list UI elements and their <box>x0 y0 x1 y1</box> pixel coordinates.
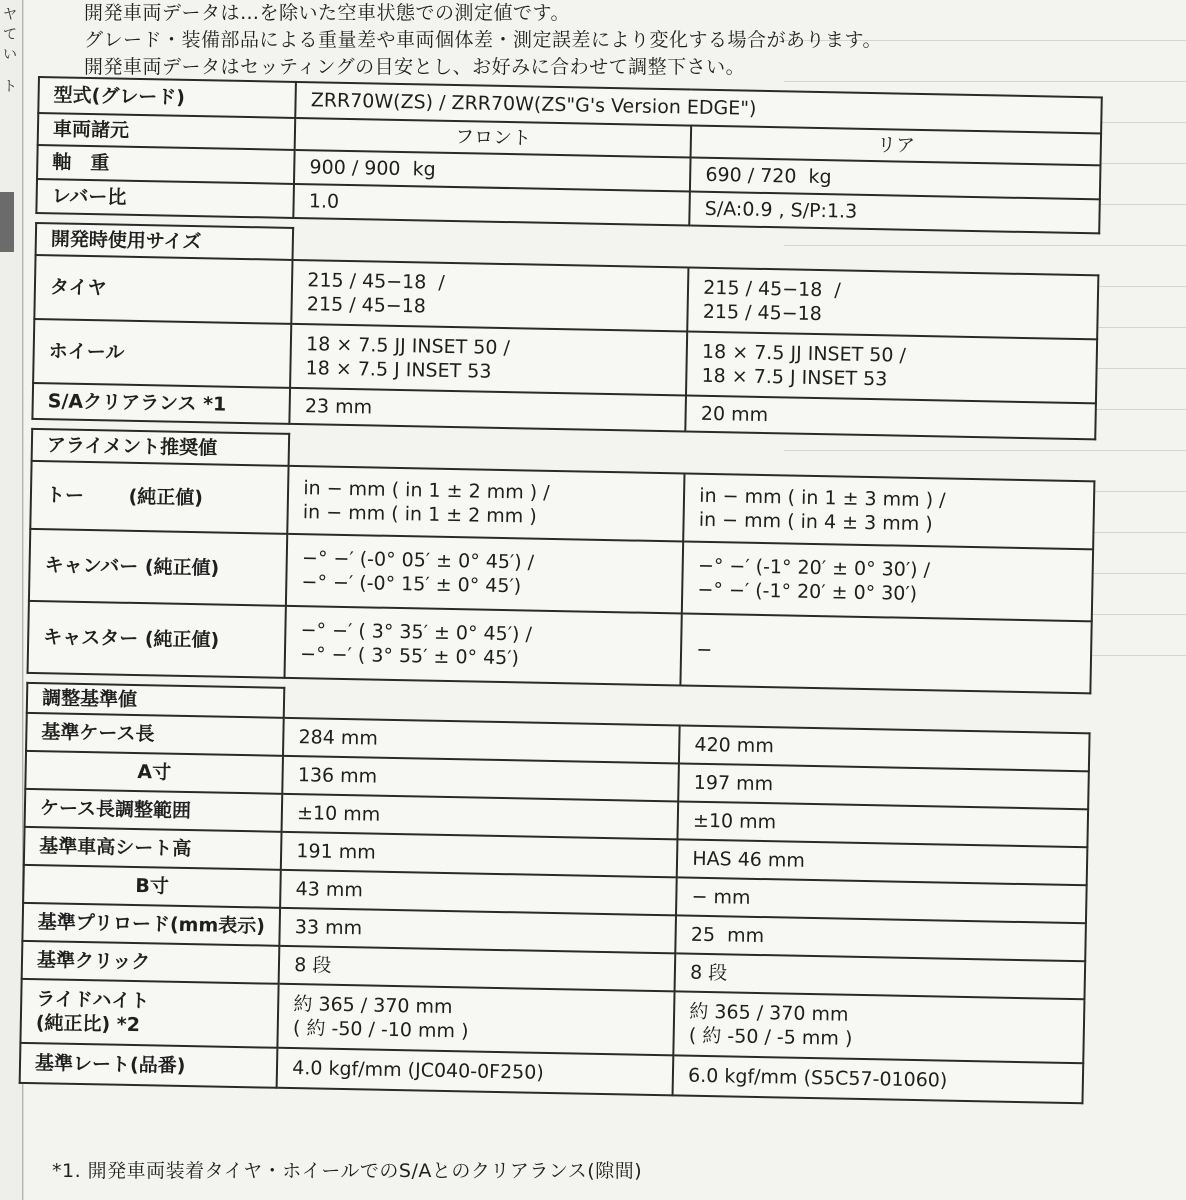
left-page-char: て <box>3 27 17 43</box>
axle-weight-label: 軸 重 <box>37 145 295 184</box>
footnote: *1. 開発車両装着タイヤ・ホイールでのS/Aとのクリアランス(隙間) <box>52 1160 643 1182</box>
left-page-char: い <box>3 47 17 63</box>
axle-weight-front: 900 / 900 kg <box>294 150 691 192</box>
adjust-row-front: 約 365 / 370 mm ( 約 -50 / -10 mm ) <box>278 984 675 1056</box>
rear-header: リア <box>691 126 1102 166</box>
adjust-row-label: A寸 <box>25 751 283 794</box>
front-header: フロント <box>295 118 692 158</box>
adjust-row-rear: 25 mm <box>675 915 1086 961</box>
caster-rear: − <box>681 613 1092 693</box>
wheel-label: ホイール <box>33 319 291 388</box>
adjust-row-rear: 約 365 / 370 mm ( 約 -50 / -5 mm ) <box>674 991 1085 1063</box>
model-value: ZRR70W(ZS) / ZRR70W(ZS"G's Version EDGE") <box>295 82 1102 133</box>
adjust-row-label: ケース長調整範囲 <box>25 789 283 832</box>
adjust-row-rear: − mm <box>676 877 1087 923</box>
tire-front: 215 / 45−18 / 215 / 45−18 <box>292 260 689 332</box>
adjust-row-rear: 8 段 <box>675 953 1086 999</box>
toe-front: in − mm ( in 1 ± 2 mm ) / in − mm ( in 1 ± 2 mm ) <box>287 466 684 542</box>
sa-clearance-front: 23 mm <box>290 388 687 432</box>
adjust-row-front: 191 mm <box>281 832 678 878</box>
model-label: 型式(グレード) <box>38 77 296 118</box>
adjust-row-label: 基準プリロード(mm表示) <box>22 903 280 946</box>
left-page-char: ヤ <box>3 7 17 23</box>
sa-clearance-label: S/Aクリアランス *1 <box>32 383 290 424</box>
adjust-row-label: 基準クリック <box>22 941 280 984</box>
camber-label: キャンバー (純正値) <box>29 529 288 606</box>
note-line: 開発車両データはセッティングの目安とし、お好みに合わせて調整下さい。 <box>84 56 746 78</box>
wheel-rear: 18 × 7.5 JJ INSET 50 / 18 × 7.5 J INSET 53 <box>686 332 1097 404</box>
adjust-row-label: ライドハイト (純正比) *2 <box>20 979 278 1048</box>
left-page-char: ト <box>3 79 17 95</box>
camber-rear: −° −′ (-1° 20′ ± 0° 30′) / −° −′ (-1° 20′ ± 0° 30′) <box>682 541 1093 621</box>
adjust-row-label: 基準ケース長 <box>26 713 284 756</box>
adjust-row-rear: 6.0 kgf/mm (S5C57-01060) <box>673 1055 1084 1103</box>
lever-ratio-front: 1.0 <box>294 184 691 226</box>
note-line: グレード・装備部品による重量差や車両個体差・測定誤差により変化する場合があります。 <box>84 29 882 51</box>
adjust-row-front: 43 mm <box>280 870 677 916</box>
adjust-row-rear: HAS 46 mm <box>677 839 1088 885</box>
document-page <box>24 0 1186 1200</box>
adjust-row-rear: 420 mm <box>679 725 1090 771</box>
toe-rear: in − mm ( in 1 ± 3 mm ) / in − mm ( in 4 ± 3 mm ) <box>683 473 1094 549</box>
adjust-row-front: 4.0 kgf/mm (JC040-0F250) <box>277 1048 674 1096</box>
adjust-row-front: 8 段 <box>279 946 676 992</box>
adjust-row-front: 136 mm <box>282 756 679 802</box>
specs-label: 車両諸元 <box>38 113 296 150</box>
toe-label: トー (純正値) <box>30 461 288 534</box>
note-line: 開発車両データは…を除いた空車状態での測定値です。 <box>84 2 570 24</box>
tire-label: タイヤ <box>34 255 292 324</box>
adjust-row-front: 284 mm <box>283 718 680 764</box>
page-tab-marker <box>0 192 14 252</box>
sa-clearance-rear: 20 mm <box>686 396 1097 440</box>
adjust-row-label: B寸 <box>23 865 281 908</box>
axle-weight-rear: 690 / 720 kg <box>690 158 1101 200</box>
adjust-row-front: 33 mm <box>280 908 677 954</box>
adjust-row-rear: 197 mm <box>678 763 1089 809</box>
sizes-section-header: 開発時使用サイズ <box>36 223 294 260</box>
adjust-row-front: ±10 mm <box>282 794 679 840</box>
adjust-row-rear: ±10 mm <box>678 801 1089 847</box>
caster-front: −° −′ ( 3° 35′ ± 0° 45′) / −° −′ ( 3° 55′ ± 0° 45′) <box>285 606 682 686</box>
intro-notes <box>84 0 882 81</box>
adjust-row-label: 基準車高シート高 <box>24 827 282 870</box>
alignment-section-header: アライメント推奨値 <box>32 429 290 466</box>
lever-ratio-rear: S/A:0.9 , S/P:1.3 <box>689 192 1100 234</box>
settings-table-frame <box>19 76 1103 1104</box>
wheel-front: 18 × 7.5 JJ INSET 50 / 18 × 7.5 J INSET 53 <box>290 324 687 396</box>
adjust-row-label: 基準レート(品番) <box>20 1043 278 1088</box>
settings-table <box>19 76 1103 1104</box>
adjust-section-header: 調整基準値 <box>27 683 285 718</box>
lever-ratio-label: レバー比 <box>36 179 294 218</box>
camber-front: −° −′ (-0° 05′ ± 0° 45′) / −° −′ (-0° 15′ ± 0° 45′) <box>286 534 683 614</box>
caster-label: キャスター (純正値) <box>28 601 287 678</box>
tire-rear: 215 / 45−18 / 215 / 45−18 <box>687 268 1098 340</box>
